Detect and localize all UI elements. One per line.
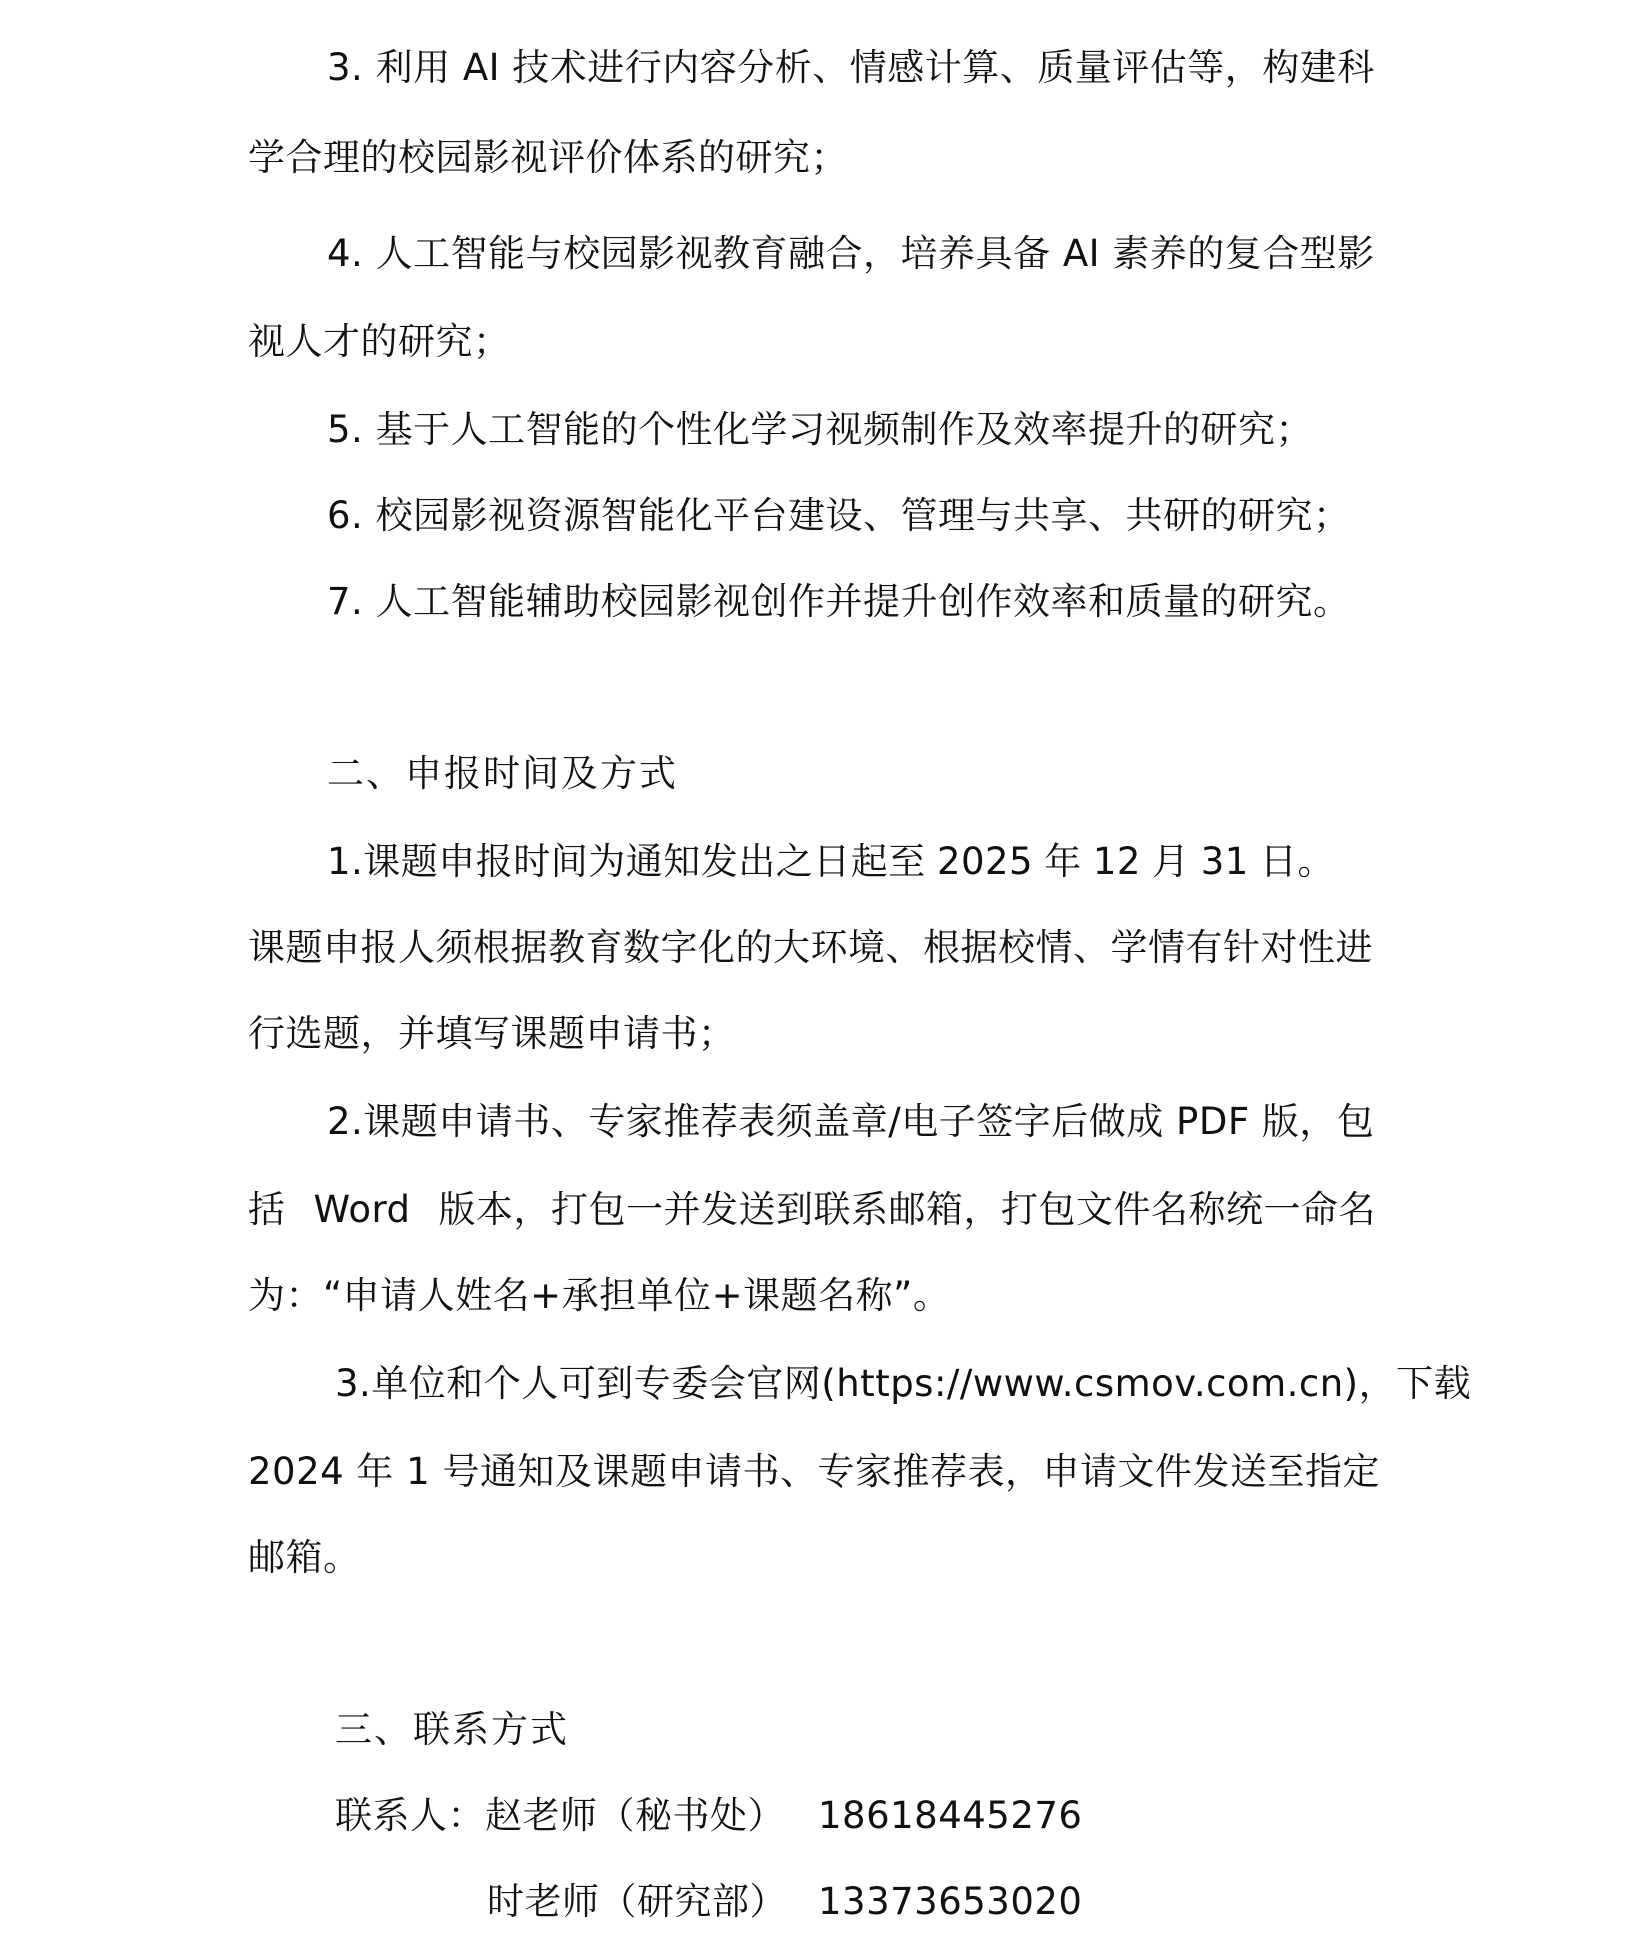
research-item-3-line-1: 3. 利用 AI 技术进行内容分析、情感计算、质量评估等，构建科 <box>327 46 1375 89</box>
contact-2-phone: 13373653020 <box>818 1880 1083 1923</box>
research-item-6: 6. 校园影视资源智能化平台建设、管理与共享、共研的研究； <box>327 494 1351 537</box>
p1-year: 2025 <box>936 840 1034 883</box>
p1-month: 12 <box>1092 840 1141 883</box>
research-item-4-line-2: 视人才的研究； <box>248 320 511 363</box>
contact-2-label: 时老师（研究部） <box>487 1880 787 1923</box>
section-2-p3-line-3: 邮箱。 <box>248 1536 361 1579</box>
p1-day-unit: 日。 <box>1259 840 1335 883</box>
section-3-heading: 三、联系方式 <box>335 1708 569 1751</box>
p1-prefix: 1.课题申报时间为通知发出之日起至 <box>327 840 926 883</box>
section-2-heading: 二、申报时间及方式 <box>327 752 678 795</box>
research-item-7: 7. 人工智能辅助校园影视创作并提升创作效率和质量的研究。 <box>327 580 1351 623</box>
p1-day: 31 <box>1200 840 1249 883</box>
section-2-p1-line-1 <box>327 838 1335 886</box>
p1-year-unit: 年 <box>1044 840 1082 883</box>
research-item-5: 5. 基于人工智能的个性化学习视频制作及效率提升的研究； <box>327 408 1314 451</box>
contact-1-label: 联系人：赵老师（秘书处） <box>335 1794 785 1837</box>
p1-month-unit: 月 <box>1152 840 1190 883</box>
contact-1-phone: 18618445276 <box>818 1794 1083 1837</box>
p2-word-1: 括 <box>248 1188 286 1231</box>
section-2-p2-line-1: 2.课题申请书、专家推荐表须盖章/电子签字后做成 PDF 版，包 <box>327 1100 1375 1143</box>
section-2-p2-line-3: 为：“申请人姓名+承担单位+课题名称”。 <box>248 1274 951 1317</box>
section-2-p1-line-3: 行选题，并填写课题申请书； <box>248 1012 736 1055</box>
section-2-p3-line-2: 2024 年 1 号通知及课题申请书、专家推荐表，申请文件发送至指定 <box>248 1450 1380 1493</box>
p2-word-3: 版本，打包一并发送到联系邮箱，打包文件名称统一命名 <box>438 1188 1376 1231</box>
research-item-4-line-1: 4. 人工智能与校园影视教育融合，培养具备 AI 素养的复合型影 <box>327 232 1375 275</box>
research-item-3-line-2: 学合理的校园影视评价体系的研究； <box>248 136 848 179</box>
p2-word-2: Word <box>313 1188 411 1231</box>
section-2-p1-line-2: 课题申报人须根据教育数字化的大环境、根据校情、学情有针对性进 <box>248 926 1373 969</box>
section-2-p3-line-1: 3.单位和个人可到专委会官网(https://www.csmov.com.cn)，下载 <box>335 1362 1472 1405</box>
section-2-p2-line-2 <box>248 1186 1376 1234</box>
